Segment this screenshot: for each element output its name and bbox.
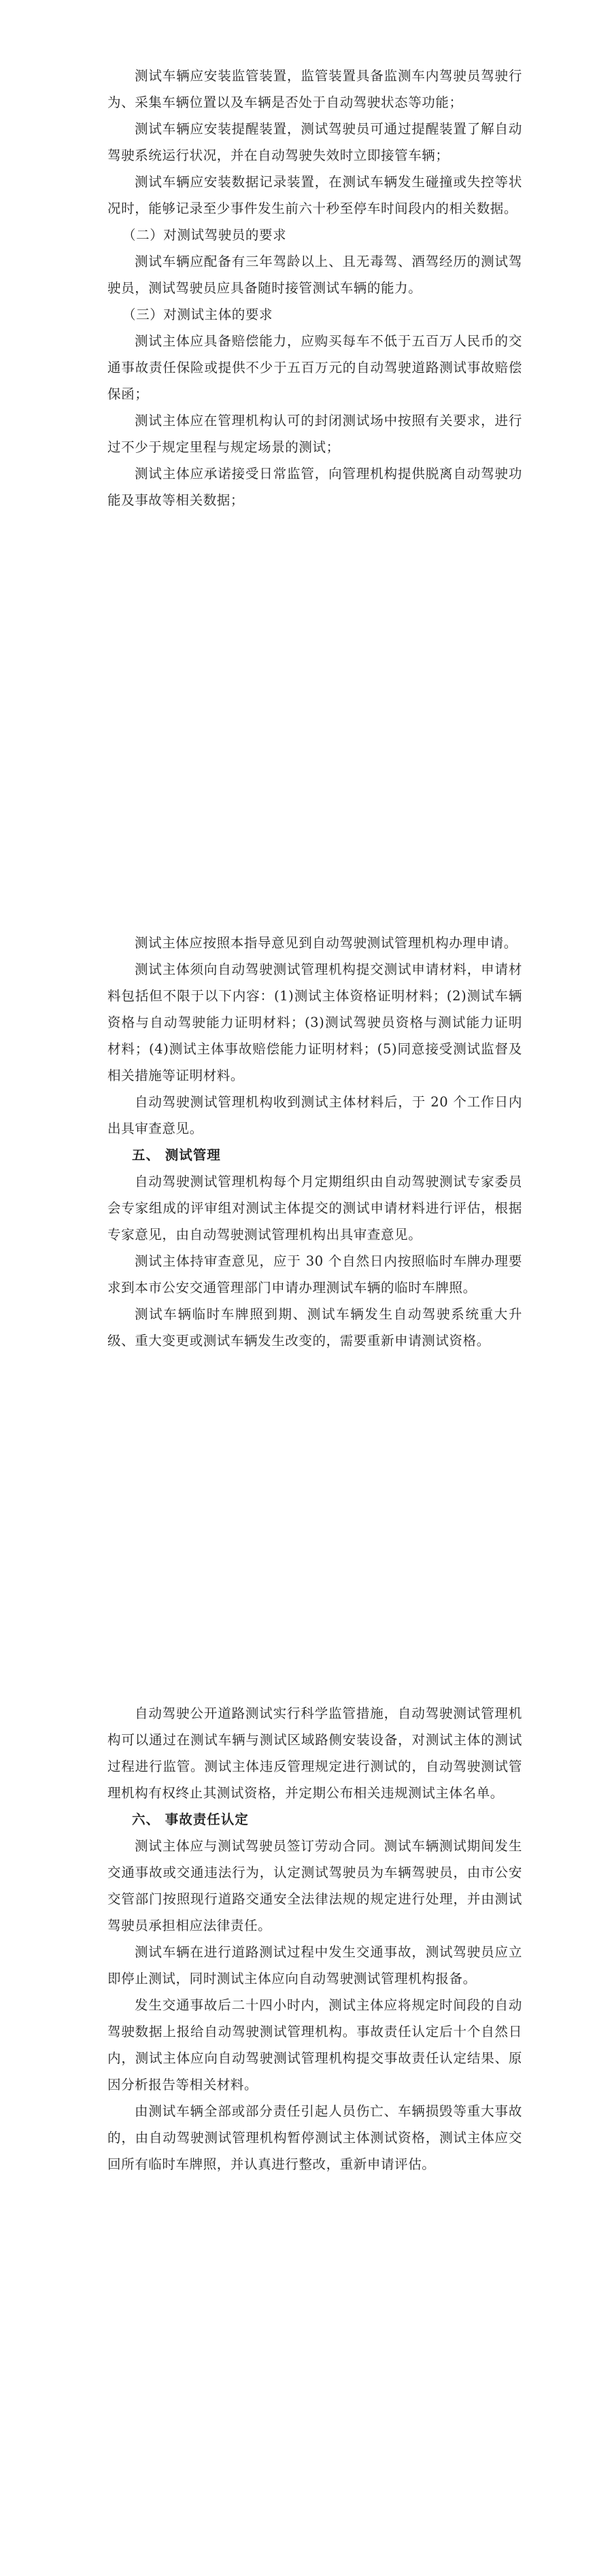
- section-vehicle-requirements: [107, 63, 522, 513]
- paragraph: 自动驾驶测试管理机构收到测试主体材料后，于 20 个工作日内出具审查意见。: [107, 1094, 522, 1136]
- paragraph: 测试主体应与测试驾驶员签订劳动合同。测试车辆测试期间发生交通事故或交通违法行为，认定测试驾驶员为车辆驾驶员，由市公安交管部门按照现行道路交通安全法律法规的规定进行处理，并由测试驾驶员承担相应法律责任。: [107, 1838, 522, 1933]
- section-heading: 六、 事故责任认定: [132, 1812, 249, 1827]
- paragraph: 测试车辆应安装提醒装置，测试驾驶员可通过提醒装置了解自动驾驶系统运行状况，并在自动驾驶失效时立即接管车辆；: [107, 121, 522, 163]
- paragraph: 测试车辆在进行道路测试过程中发生交通事故，测试驾驶员应立即停止测试，同时测试主体应向自动驾驶测试管理机构报备。: [107, 1944, 522, 1986]
- subsection-heading: （二）对测试驾驶员的要求: [122, 227, 287, 243]
- paragraph: 测试主体持审查意见，应于 30 个自然日内按照临时车牌办理要求到本市公安交通管理部门申请办理测试车辆的临时车牌照。: [107, 1253, 522, 1295]
- section-heading: 五、 测试管理: [132, 1147, 221, 1163]
- paragraph: 测试车辆临时车牌照到期、测试车辆发生自动驾驶系统重大升级、重大变更或测试车辆发生改变的，需要重新申请测试资格。: [107, 1306, 522, 1349]
- paragraph: 测试主体须向自动驾驶测试管理机构提交测试申请材料，申请材料包括但不限于以下内容：(1)测试主体资格证明材料；(2)测试车辆资格与自动驾驶能力证明材料；(3)测试驾驶员资格与测试能力证明材料；(4)测试主体事故赔偿能力证明材料；(5)同意接受测试监督及相关措施等证明材料。: [107, 962, 522, 1083]
- paragraph: 测试主体应具备赔偿能力，应购买每车不低于五百万人民币的交通事故责任保险或提供不少于五百万元的自动驾驶道路测试事故赔偿保函；: [107, 333, 522, 402]
- paragraph: 测试车辆应配备有三年驾龄以上、且无毒驾、酒驾经历的测试驾驶员，测试驾驶员应具备随时接管测试车辆的能力。: [107, 254, 522, 296]
- paragraph: 测试主体应承诺接受日常监管，向管理机构提供脱离自动驾驶功能及事故等相关数据；: [107, 466, 522, 508]
- paragraph: 自动驾驶公开道路测试实行科学监管措施，自动驾驶测试管理机构可以通过在测试车辆与测试区域路侧安装设备，对测试主体的测试过程进行监管。测试主体违反管理规定进行测试的，自动驾驶测试管理机构有权终止其测试资格，并定期公布相关违规测试主体名单。: [107, 1706, 522, 1801]
- paragraph: 自动驾驶测试管理机构每个月定期组织由自动驾驶测试专家委员会专家组成的评审组对测试主体提交的测试申请材料进行评估，根据专家意见，由自动驾驶测试管理机构出具审查意见。: [107, 1174, 522, 1242]
- paragraph: 测试主体应按照本指导意见到自动驾驶测试管理机构办理申请。: [135, 935, 517, 951]
- section-supervision-liability: [107, 1700, 522, 2177]
- paragraph: 测试车辆应安装数据记录装置，在测试车辆发生碰撞或失控等状况时，能够记录至少事件发生前六十秒至停车时间段内的相关数据。: [107, 174, 522, 216]
- section-application: [107, 930, 522, 1354]
- paragraph: 由测试车辆全部或部分责任引起人员伤亡、车辆损毁等重大事故的，由自动驾驶测试管理机构暂停测试主体测试资格，测试主体应交回所有临时车牌照，并认真进行整改，重新申请评估。: [107, 2103, 522, 2172]
- paragraph: 发生交通事故后二十四小时内，测试主体应将规定时间段的自动驾驶数据上报给自动驾驶测试管理机构。事故责任认定后十个自然日内，测试主体应向自动驾驶测试管理机构提交事故责任认定结果、原因分析报告等相关材料。: [107, 1997, 522, 2092]
- paragraph: 测试主体应在管理机构认可的封闭测试场中按照有关要求，进行过不少于规定里程与规定场景的测试；: [107, 413, 522, 455]
- paragraph: 测试车辆应安装监管装置，监管装置具备监测车内驾驶员驾驶行为、采集车辆位置以及车辆是否处于自动驾驶状态等功能；: [107, 68, 522, 110]
- subsection-heading: （三）对测试主体的要求: [122, 307, 273, 322]
